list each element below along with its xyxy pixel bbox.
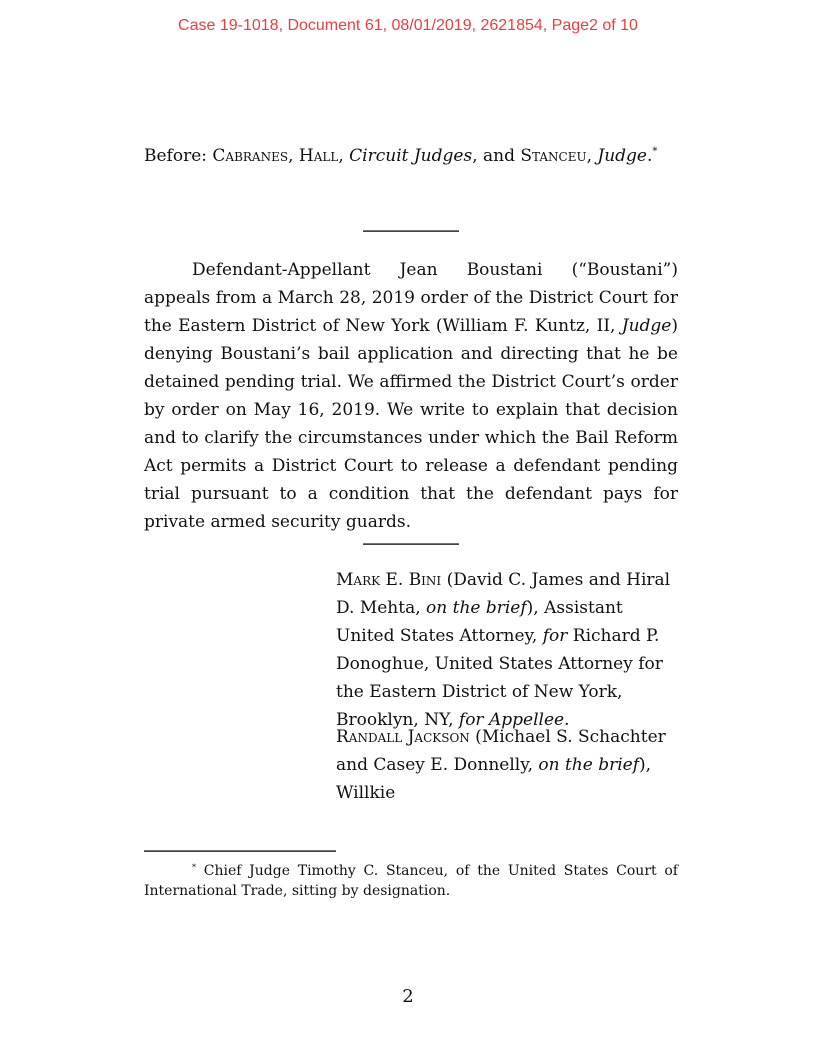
footnote xyxy=(144,858,678,901)
counsel-italic: on the brief xyxy=(538,755,640,775)
footnote-text: Chief Judge Timothy C. Stanceu, of the United States Court of International Trade, sitting by designation. xyxy=(144,863,678,899)
section-divider-2 xyxy=(363,543,459,545)
judge-stanceu: Stanceu xyxy=(520,146,587,166)
section-divider-1 xyxy=(363,230,459,232)
panel-prefix: Before: xyxy=(144,146,213,166)
counsel-text: . xyxy=(564,710,570,730)
counsel-appellant xyxy=(336,723,678,807)
summary-italic: Judge xyxy=(621,316,672,336)
footnote-separator xyxy=(144,850,336,852)
counsel-name: Mark E. Bini xyxy=(336,570,442,590)
summary-text-1: Defendant-Appellant Jean Boustani (“Boustani”) appeals from a March 28, 2019 order of the District Court for the Eastern District of New York (William F. Kuntz, II, xyxy=(144,260,678,336)
counsel-italic: for Appellee xyxy=(458,710,565,730)
counsel-text: (David C. James and Hiral D. Mehta, xyxy=(336,570,671,618)
judge-title: Judge xyxy=(597,146,647,166)
case-header-stamp: Case 19-1018, Document 61, 08/01/2019, 2621854, Page2 of 10 xyxy=(178,17,638,34)
counsel-appellee xyxy=(336,566,678,734)
counsel-name: Randall Jackson xyxy=(336,727,470,747)
separator: , xyxy=(586,146,598,166)
judge-hall: Hall xyxy=(298,146,339,166)
separator: , and xyxy=(472,146,521,166)
footnote-mark: * xyxy=(192,863,196,872)
counsel-text: (Michael S. Schachter and Casey E. Donnelly, xyxy=(336,727,666,775)
counsel-italic: for xyxy=(542,626,568,646)
summary-paragraph xyxy=(144,256,678,536)
counsel-text: Richard P. Donoghue, United States Attorney for the Eastern District of New York, Brooklyn, NY, xyxy=(336,626,663,730)
counsel-italic: on the brief xyxy=(426,598,527,618)
counsel-text: ), Assistant United States Attorney, xyxy=(336,598,623,646)
circuit-judges-title: Circuit Judges xyxy=(349,146,473,166)
separator: , xyxy=(338,146,350,166)
panel-line xyxy=(144,146,684,166)
separator: , xyxy=(288,146,299,166)
page-number: 2 xyxy=(402,986,414,1007)
summary-text-2: ) denying Boustani’s bail application and directing that he be detained pending trial. We affirmed the District Court’s order by order on May 16, 2019. We write to explain that decision and to clarify the circumstances under which the Bail Reform Act permits a District Court to release a defendant pending trial pursuant to a condition that the defendant pays for private armed security guards. xyxy=(144,316,678,532)
footnote-reference[interactable]: * xyxy=(652,146,658,157)
judge-cabranes: Cabranes xyxy=(212,146,289,166)
counsel-text: ), Willkie xyxy=(336,755,652,803)
period: . xyxy=(647,146,653,166)
